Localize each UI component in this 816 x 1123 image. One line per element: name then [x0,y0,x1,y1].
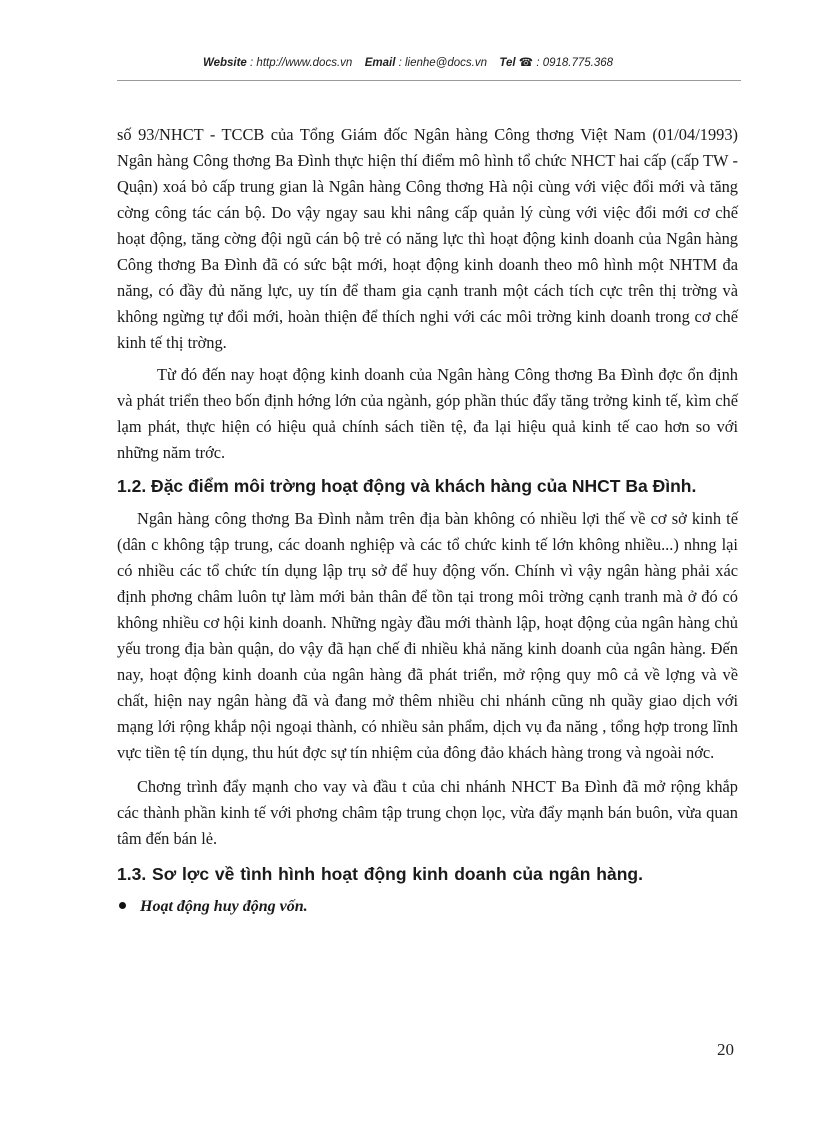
section-heading-1-2: 1.2. Đặc điểm môi trờng hoạt động và khách hàng của NHCT Ba Đình. [117,476,697,496]
bullet-dot-icon [119,902,126,909]
website-value: : http://www.docs.vn [250,57,353,69]
bullet-item-text: Hoạt động huy động vốn. [140,898,308,915]
paragraph-development: Từ đó đến nay hoạt động kinh doanh của Ngân hàng Công thơng Ba Đình đợc ổn định và phát triển theo bốn định hớng lớn của ngành, góp phần thúc đẩy tăng trởng kinh tế, kìm chế lạm phát, thực hiện có hiệu quả chính sách tiền tệ, đa lại hiệu quả kinh tế cao hơn so với những năm trớc. [117,365,738,462]
bullet-item [117,894,738,920]
section-heading-1-3: 1.3. Sơ lợc về tình hình hoạt động kinh doanh của ngân hàng. [117,864,643,884]
paragraph-continuation: số 93/NHCT - TCCB của Tổng Giám đốc Ngân hàng Công thơng Việt Nam (01/04/1993) Ngân hàng Công thơng Ba Đình thực hiện thí điểm mô hình tổ chức NHCT hai cấp (cấp TW - Quận) xoá bỏ cấp trung gian là Ngân hàng Công thơng Hà nội cùng với việc đổi mới và tăng cờng công tác cán bộ. Do vậy ngay sau khi nâng cấp quản lý cùng với việc đổi mới cơ chế hoạt động, tăng cờng đội ngũ cán bộ trẻ có năng lực thì hoạt động kinh doanh của Ngân hàng Công thơng Ba Đình đã có sức bật mới, hoạt động kinh doanh theo mô hình một NHTM đa năng, có đầy đủ năng lực, uy tín để tham gia cạnh tranh một cách tích cực trên thị trờng và không ngừng tự đổi mới, hoàn thiện để thích nghi với các môi trờng kinh doanh trong cơ chế kinh tế thị trờng. [117,125,738,352]
paragraph-lending-program: Chơng trình đẩy mạnh cho vay và đầu t của chi nhánh NHCT Ba Đình đã mở rộng khắp các thành phần kinh tế với phơng châm tập trung chọn lọc, vừa đẩy mạnh bán buôn, vừa quan tâm đến bán lẻ. [117,777,738,848]
email-label: Email [364,57,396,69]
paragraph-environment: Ngân hàng công thơng Ba Đình nằm trên địa bàn không có nhiều lợi thế về cơ sở kinh tế (dân c không tập trung, các doanh nghiệp và các tổ chức kinh tế lớn không nhiều...) nhng lại có nhiều các tổ chức tín dụng lập trụ sở để huy động vốn. Chính vì vậy ngân hàng phải xác định phơng châm luôn tự làm mới bản thân để tồn tại trong môi trờng cạnh tranh mà ở đó có không nhiều cơ hội kinh doanh. Những ngày đầu mới thành lập, hoạt động của ngân hàng chủ yếu trong địa bàn quận, do vậy đã hạn chế đi nhiều khả năng kinh doanh của ngân hàng. Đến nay, hoạt động kinh doanh của ngân hàng đã phát triển, mở rộng quy mô cả về lợng và về chất, hiện nay ngân hàng đã và đang mở thêm nhiều chi nhánh cũng nh quầy giao dịch với mạng lới rộng khắp nội ngoại thành, có nhiều sản phẩm, dịch vụ đa năng , tổng hợp trong lĩnh vực tiền tệ tín dụng, thu hút đợc sự tín nhiệm của đông đảo khách hàng trong và ngoài nớc. [117,509,738,762]
tel-label: Tel [499,57,516,69]
header-divider [117,80,741,81]
page-header [0,55,816,69]
website-label: Website [202,57,247,69]
page-number: 20 [717,1040,734,1059]
email-value: : lienhe@docs.vn [398,57,487,69]
tel-value: ☎ : 0918.775.368 [518,57,614,69]
document-body [117,122,738,920]
